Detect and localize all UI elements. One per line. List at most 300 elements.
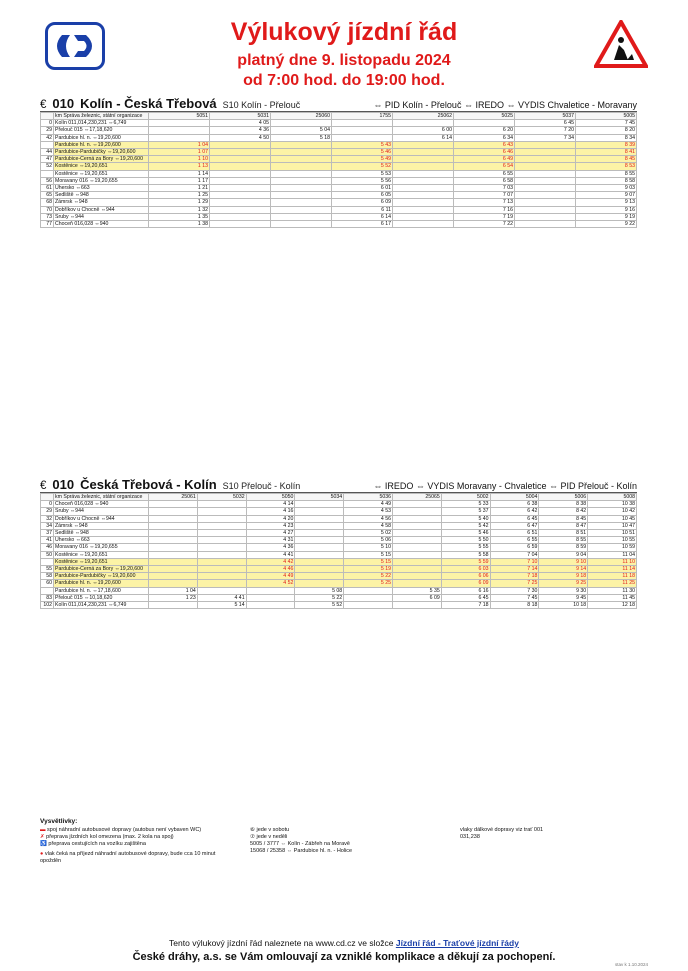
rail-icon: €	[40, 99, 47, 111]
time-cell	[197, 580, 246, 587]
time-cell: 4 14	[246, 501, 295, 508]
integrated-lines: ⇔ IREDO ⇔ VYDIS Moravany - Chvaletice ⇔ PID Přelouč - Kolín	[373, 481, 637, 491]
time-cell: 8 45	[539, 515, 588, 522]
station-cell: Kolín 011,014,230,231 ⇔6,749	[54, 120, 149, 127]
station-cell: Pardubice hl. n. ⇔19,20,600	[54, 141, 149, 148]
time-cell: 4 46	[246, 566, 295, 573]
km-cell: 29	[41, 508, 54, 515]
time-cell: 4 36	[246, 544, 295, 551]
time-cell	[210, 185, 271, 192]
time-cell	[515, 213, 576, 220]
km-cell: 60	[41, 580, 54, 587]
time-cell: 1 17	[149, 177, 210, 184]
time-cell: 4 58	[344, 522, 393, 529]
integrated-lines: ⇔ PID Kolín - Přelouč ⇔ IREDO ⇔ VYDIS Chvaletice - Moravany	[373, 100, 637, 110]
time-cell: 4 42	[246, 558, 295, 565]
table-row	[41, 530, 637, 537]
time-cell	[393, 156, 454, 163]
km-cell: 65	[41, 192, 54, 199]
time-cell: 11 45	[588, 594, 637, 601]
time-cell: 5 02	[344, 530, 393, 537]
station-cell: Kolín 011,014,230,231 ⇔6,749	[54, 602, 149, 609]
table-row	[41, 213, 637, 220]
time-cell: 4 52	[246, 580, 295, 587]
time-cell	[515, 156, 576, 163]
time-cell: 6 54	[454, 163, 515, 170]
time-cell	[271, 221, 332, 228]
time-cell	[393, 206, 454, 213]
time-cell: 1 04	[149, 141, 210, 148]
time-cell	[210, 177, 271, 184]
time-cell: 4 56	[344, 515, 393, 522]
time-cell: 4 27	[246, 530, 295, 537]
time-cell: 5 37	[441, 508, 490, 515]
time-cell: 6 43	[454, 141, 515, 148]
line-number: 010	[52, 96, 75, 111]
table-row	[41, 141, 637, 148]
km-cell	[41, 587, 54, 594]
time-cell	[515, 185, 576, 192]
time-cell: 4 05	[210, 120, 271, 127]
km-cell: 41	[41, 537, 54, 544]
time-cell: 5 08	[295, 587, 344, 594]
time-cell: 4 16	[246, 508, 295, 515]
timetable-section-ceska-trebova-kolin	[40, 477, 637, 609]
time-cell	[210, 156, 271, 163]
time-cell	[271, 163, 332, 170]
time-cell: 7 20	[515, 127, 576, 134]
time-cell: 4 31	[246, 537, 295, 544]
table-row	[41, 501, 637, 508]
table-row	[41, 587, 637, 594]
time-cell	[197, 566, 246, 573]
rail-icon: €	[40, 480, 47, 492]
time-cell: 5 25	[344, 580, 393, 587]
time-cell: 1 10	[149, 156, 210, 163]
train-number: 25065	[392, 494, 441, 501]
time-cell: 6 45	[441, 594, 490, 601]
section-title	[40, 96, 637, 112]
time-cell: 7 19	[454, 213, 515, 220]
table-row	[41, 221, 637, 228]
station-cell: Pardubice-Černá za Bory ⇔19,20,600	[54, 566, 149, 573]
time-cell	[149, 551, 198, 558]
footer-apology: České dráhy, a.s. se Vám omlouvají za vzniklé komplikace a děkují za pochopení.	[132, 951, 556, 963]
legend-item: 031,238	[460, 834, 480, 840]
time-cell: 6 05	[332, 192, 393, 199]
time-cell: 7 30	[490, 587, 539, 594]
station-cell: Dobříkov u Chocně ⇔944	[54, 206, 149, 213]
station-cell: Sruby ⇔944	[54, 508, 149, 515]
time-cell: 5 59	[441, 558, 490, 565]
time-cell: 5 19	[344, 566, 393, 573]
time-cell: 10 45	[588, 515, 637, 522]
time-cell: 5 15	[344, 558, 393, 565]
time-cell: 6 14	[393, 134, 454, 141]
legend-item: ⑥ jede v sobotu	[250, 827, 290, 833]
time-cell	[295, 522, 344, 529]
km-cell: 32	[41, 515, 54, 522]
time-cell: 1 35	[149, 213, 210, 220]
station-cell: Uhersko ⇔663	[54, 185, 149, 192]
km-cell: 61	[41, 185, 54, 192]
km-cell	[41, 558, 54, 565]
time-cell: 1 13	[149, 163, 210, 170]
time-cell	[271, 192, 332, 199]
time-cell: 4 41	[246, 551, 295, 558]
time-cell	[271, 170, 332, 177]
route-via: S10 Přelouč - Kolín	[222, 481, 301, 491]
km-cell: 37	[41, 530, 54, 537]
km-cell: 52	[41, 163, 54, 170]
time-cell: 6 01	[332, 185, 393, 192]
time-cell: 8 39	[576, 141, 637, 148]
time-cell	[515, 206, 576, 213]
time-cell	[197, 530, 246, 537]
time-cell	[393, 163, 454, 170]
km-cell: 47	[41, 156, 54, 163]
time-cell	[392, 515, 441, 522]
time-cell: 7 07	[454, 192, 515, 199]
time-cell: 5 22	[344, 573, 393, 580]
time-cell	[149, 515, 198, 522]
column-header: km Správa železnic, státní organizace	[54, 113, 149, 120]
time-cell	[344, 587, 393, 594]
station-cell: Choceň 016,028 ⇔940	[54, 501, 149, 508]
km-cell: 0	[41, 120, 54, 127]
time-cell	[197, 544, 246, 551]
time-cell: 4 23	[246, 522, 295, 529]
route-name: Česká Třebová - Kolín	[80, 477, 217, 492]
time-cell: 9 25	[539, 580, 588, 587]
station-cell: Sedliště ⇔948	[54, 530, 149, 537]
time-cell	[149, 573, 198, 580]
train-number: 25060	[271, 113, 332, 120]
time-cell: 5 18	[271, 134, 332, 141]
time-cell: 8 55	[576, 170, 637, 177]
time-cell: 6 42	[490, 508, 539, 515]
time-cell	[392, 573, 441, 580]
time-cell	[393, 149, 454, 156]
train-number-row	[41, 113, 637, 120]
km-cell: 46	[41, 544, 54, 551]
time-cell	[210, 213, 271, 220]
time-cell	[149, 566, 198, 573]
time-cell: 11 04	[588, 551, 637, 558]
legend-item: ⑦ jede v neděli	[250, 834, 288, 840]
time-cell: 11 10	[588, 558, 637, 565]
station-cell: Kostěnice ⇔19,20,651	[54, 558, 149, 565]
roadwork-sign-icon	[594, 20, 648, 68]
time-cell	[295, 551, 344, 558]
table-row	[41, 199, 637, 206]
time-cell	[392, 551, 441, 558]
time-cell	[246, 602, 295, 609]
time-cell: 12 18	[588, 602, 637, 609]
route-via: S10 Kolín - Přelouč	[222, 100, 301, 110]
time-cell	[197, 515, 246, 522]
time-cell: 10 51	[588, 530, 637, 537]
train-number: 5034	[295, 494, 344, 501]
time-cell	[271, 149, 332, 156]
time-cell: 4 53	[344, 508, 393, 515]
train-number: 5032	[197, 494, 246, 501]
time-cell: 6 59	[490, 544, 539, 551]
time-cell: 9 07	[576, 192, 637, 199]
station-cell: Zámrsk ⇔948	[54, 199, 149, 206]
time-cell: 7 18	[441, 602, 490, 609]
time-cell: 4 41	[197, 594, 246, 601]
table-row	[41, 551, 637, 558]
time-cell	[393, 199, 454, 206]
time-cell	[295, 530, 344, 537]
km-cell: 70	[41, 206, 54, 213]
time-cell: 9 14	[539, 566, 588, 573]
table-row	[41, 192, 637, 199]
time-cell	[392, 522, 441, 529]
train-number: 5036	[344, 494, 393, 501]
time-cell	[393, 141, 454, 148]
time-cell	[149, 530, 198, 537]
table-row	[41, 206, 637, 213]
train-number: 5005	[576, 113, 637, 120]
time-cell	[392, 558, 441, 565]
time-cell	[197, 537, 246, 544]
time-cell	[197, 573, 246, 580]
train-number: 5008	[588, 494, 637, 501]
time-cell	[393, 170, 454, 177]
time-cell: 10 42	[588, 508, 637, 515]
time-cell: 6 38	[490, 501, 539, 508]
time-cell	[210, 206, 271, 213]
time-cell: 6 11	[332, 206, 393, 213]
time-cell	[149, 522, 198, 529]
time-cell: 5 49	[332, 156, 393, 163]
station-cell: Pardubice-Pardubičky ⇔19,20,600	[54, 149, 149, 156]
time-cell	[210, 163, 271, 170]
table-row	[41, 508, 637, 515]
km-cell	[41, 141, 54, 148]
time-cell	[515, 170, 576, 177]
time-cell	[149, 558, 198, 565]
time-cell: 8 18	[490, 602, 539, 609]
station-cell: Sruby ⇔944	[54, 213, 149, 220]
time-cell	[393, 177, 454, 184]
time-cell: 1 07	[149, 149, 210, 156]
time-cell	[393, 192, 454, 199]
time-cell: 8 34	[576, 134, 637, 141]
train-number: 5006	[539, 494, 588, 501]
time-cell	[295, 508, 344, 515]
table-row	[41, 537, 637, 544]
time-cell: 6 55	[490, 537, 539, 544]
time-cell: 1 25	[149, 192, 210, 199]
time-cell	[344, 594, 393, 601]
time-cell: 7 10	[490, 558, 539, 565]
time-cell	[393, 185, 454, 192]
time-cell: 5 43	[332, 141, 393, 148]
legend-item: ● vlak čeká na příjezd náhradní autobusové dopravy, bude cca 10 minut opožděn	[40, 851, 216, 864]
time-cell: 10 59	[588, 544, 637, 551]
time-cell: 6 17	[332, 221, 393, 228]
table-row	[41, 120, 637, 127]
time-cell: 6 49	[454, 156, 515, 163]
time-cell: 4 49	[344, 501, 393, 508]
time-cell: 5 52	[295, 602, 344, 609]
time-cell: 6 55	[454, 170, 515, 177]
table-row	[41, 566, 637, 573]
time-cell: 8 55	[539, 537, 588, 544]
time-cell	[210, 170, 271, 177]
time-cell: 6 34	[454, 134, 515, 141]
legend-item: ▬ spoj náhradní autobusové dopravy (autobus není vybaven WC)	[40, 827, 202, 833]
time-cell	[295, 580, 344, 587]
time-cell: 9 03	[576, 185, 637, 192]
time-cell	[295, 515, 344, 522]
km-cell: 34	[41, 522, 54, 529]
time-cell	[393, 213, 454, 220]
timetable-section-kolin-ceska-trebova	[40, 96, 637, 228]
time-cell: 6 09	[441, 580, 490, 587]
km-cell: 68	[41, 199, 54, 206]
time-cell: 8 20	[576, 127, 637, 134]
time-cell: 9 30	[539, 587, 588, 594]
time-cell	[295, 544, 344, 551]
legend-item: ♿ přeprava cestujících na vozíku zajištěna	[40, 841, 146, 847]
km-cell: 83	[41, 594, 54, 601]
time-cell	[393, 120, 454, 127]
km-cell: 55	[41, 566, 54, 573]
time-cell: 11 18	[588, 573, 637, 580]
train-number: 5051	[149, 113, 210, 120]
time-cell: 1 29	[149, 199, 210, 206]
time-cell	[392, 537, 441, 544]
time-cell: 6 45	[515, 120, 576, 127]
time-cell: 7 45	[576, 120, 637, 127]
train-number: 5025	[454, 113, 515, 120]
km-cell: 102	[41, 602, 54, 609]
km-cell: 56	[41, 177, 54, 184]
time-cell: 8 53	[576, 163, 637, 170]
time-cell	[210, 141, 271, 148]
legend-item: 5005 / 3777 ⇔ Kolín - Zábřeh na Moravě	[250, 841, 350, 847]
time-cell: 10 47	[588, 522, 637, 529]
section-title	[40, 477, 637, 493]
time-cell: 1 04	[149, 587, 198, 594]
time-cell: 8 38	[539, 501, 588, 508]
train-number: 25061	[149, 494, 198, 501]
time-cell	[197, 522, 246, 529]
timetable	[40, 493, 637, 609]
time-cell: 9 16	[576, 206, 637, 213]
km-cell: 50	[41, 551, 54, 558]
time-cell: 6 20	[454, 127, 515, 134]
time-cell: 8 51	[539, 530, 588, 537]
station-cell: Kostěnice ⇔19,20,651	[54, 551, 149, 558]
station-cell: Přelouč 015 ⇔10,18,620	[54, 594, 149, 601]
train-number: 25062	[393, 113, 454, 120]
legend-item: vlaky dálkové dopravy viz trať 001	[460, 827, 544, 833]
time-cell: 7 45	[490, 594, 539, 601]
time-cell: 9 19	[576, 213, 637, 220]
time-cell: 4 50	[210, 134, 271, 141]
station-cell: Moravany 016 ⇔19,20,655	[54, 544, 149, 551]
time-cell	[271, 177, 332, 184]
time-cell: 1 38	[149, 221, 210, 228]
table-row	[41, 149, 637, 156]
km-cell: 42	[41, 134, 54, 141]
train-number: 5002	[441, 494, 490, 501]
time-cell	[149, 537, 198, 544]
km-cell: 29	[41, 127, 54, 134]
time-cell: 7 03	[454, 185, 515, 192]
time-cell	[454, 120, 515, 127]
time-cell: 9 45	[539, 594, 588, 601]
km-cell: 77	[41, 221, 54, 228]
time-cell: 6 09	[332, 199, 393, 206]
timetable	[40, 112, 637, 228]
time-cell: 7 13	[454, 199, 515, 206]
time-cell	[392, 544, 441, 551]
table-row	[41, 185, 637, 192]
time-cell: 5 46	[332, 149, 393, 156]
train-number: 5050	[246, 494, 295, 501]
time-cell: 1 21	[149, 185, 210, 192]
table-row	[41, 602, 637, 609]
time-cell	[210, 192, 271, 199]
time-cell: 5 52	[332, 163, 393, 170]
time-cell	[149, 602, 198, 609]
time-cell: 6 14	[332, 213, 393, 220]
time-cell: 7 22	[454, 221, 515, 228]
time-cell: 4 36	[210, 127, 271, 134]
time-cell: 5 42	[441, 522, 490, 529]
time-cell: 9 10	[539, 558, 588, 565]
page-title: Výlukový jízdní řád	[230, 18, 458, 46]
time-cell: 9 04	[539, 551, 588, 558]
train-number-row	[41, 494, 637, 501]
table-row	[41, 170, 637, 177]
time-cell	[295, 558, 344, 565]
time-cell	[246, 594, 295, 601]
station-cell: Uhersko ⇔663	[54, 537, 149, 544]
time-cell: 10 55	[588, 537, 637, 544]
station-cell: Kostěnice ⇔19,20,651	[54, 170, 149, 177]
time-cell: 6 00	[393, 127, 454, 134]
time-cell	[246, 587, 295, 594]
time-cell	[197, 587, 246, 594]
station-cell: Pardubice hl. n. ⇔17,18,600	[54, 587, 149, 594]
station-cell: Pardubice hl. n. ⇔19,20,600	[54, 580, 149, 587]
time-cell	[295, 537, 344, 544]
time-cell	[271, 156, 332, 163]
time-cell	[271, 141, 332, 148]
time-cell	[197, 508, 246, 515]
station-cell: Dobříkov u Chocně ⇔944	[54, 515, 149, 522]
timetable-link[interactable]: Jízdní řád - Traťové jízdní řády	[395, 938, 519, 948]
time-cell: 8 59	[539, 544, 588, 551]
time-cell	[210, 199, 271, 206]
time-cell: 7 04	[490, 551, 539, 558]
time-cell: 5 58	[441, 551, 490, 558]
table-row	[41, 522, 637, 529]
time-cell: 5 10	[344, 544, 393, 551]
time-cell	[393, 221, 454, 228]
time-cell	[392, 580, 441, 587]
time-cell	[197, 551, 246, 558]
validity-date: platný dne 9. listopadu 2024	[237, 52, 451, 69]
table-row	[41, 177, 637, 184]
